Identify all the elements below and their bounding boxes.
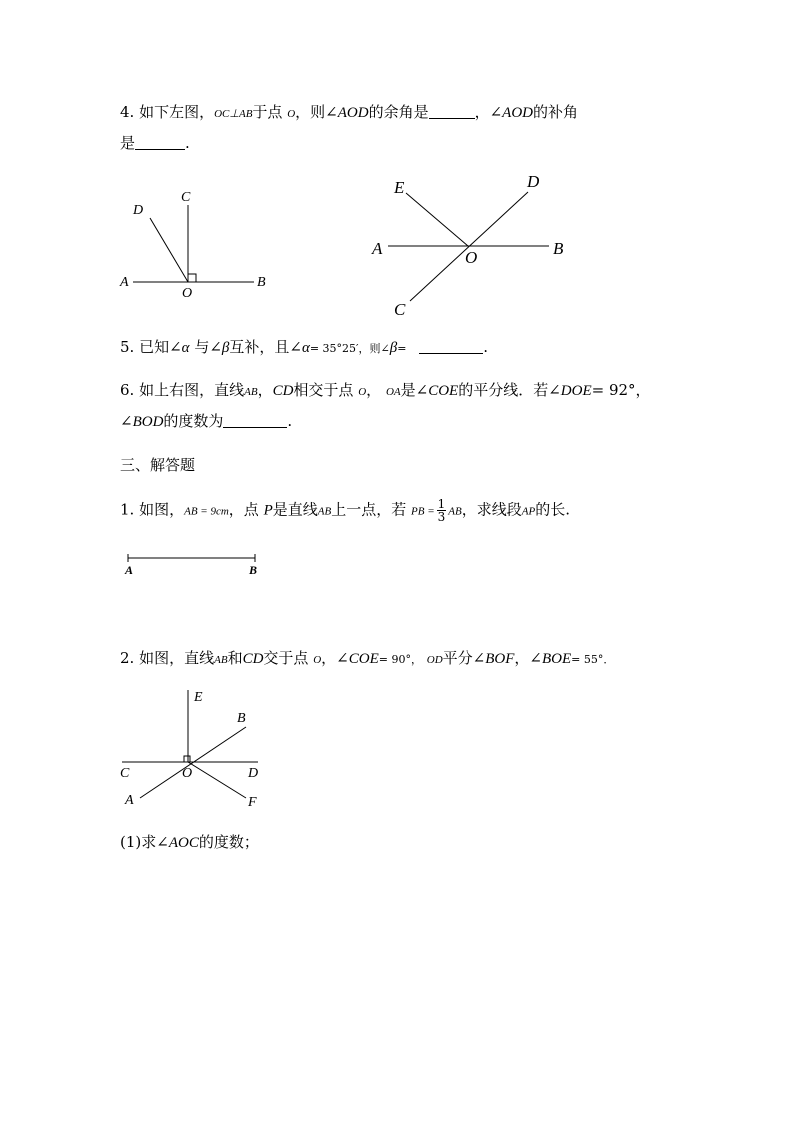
- fig1-label-a: A: [120, 275, 129, 290]
- q4-expr1: OC⊥AB: [214, 108, 253, 120]
- p2-text-f: 平分∠: [442, 649, 486, 667]
- p1-ab2: AB: [448, 505, 462, 518]
- q5-number: 5.: [120, 338, 135, 356]
- q5-alpha-2: α: [301, 340, 310, 356]
- fig1-ray-od: [150, 218, 188, 282]
- fig2-label-o: O: [465, 248, 478, 267]
- p1-ap: AP: [521, 505, 536, 518]
- q4-text-b: 于点: [252, 103, 283, 121]
- q4-text-a: 如下左图，: [139, 103, 215, 121]
- q6-text-f: = 92°，: [591, 381, 651, 399]
- fig3-label-a: A: [125, 563, 134, 577]
- p2-coe: COE: [348, 651, 379, 667]
- q4-aod-2: AOD: [502, 105, 533, 121]
- p2-text-c: 交于点: [263, 649, 309, 667]
- p2-boe: BOE: [541, 651, 572, 667]
- p2-bof: BOF: [485, 651, 515, 667]
- fig4-label-b: B: [237, 711, 246, 726]
- p1-frac-den: 3: [437, 510, 446, 524]
- p2-od: OD: [426, 654, 443, 666]
- q6-cd: CD: [272, 383, 294, 399]
- fig4-right-angle: [184, 756, 190, 762]
- q6-line1: [120, 380, 651, 402]
- fig2-label-e: E: [394, 178, 405, 197]
- q6-sep: ，: [257, 381, 273, 399]
- q5-line: 5. 已知∠α 与∠β互补，且∠α= 35°25′，则∠β= .: [120, 338, 489, 356]
- q4-text-e: ，∠: [474, 103, 503, 121]
- p1-p: P: [263, 502, 273, 519]
- q6-bod: BOD: [132, 414, 164, 430]
- p1-fraction: [437, 498, 447, 523]
- p1-line: [120, 498, 570, 523]
- figure-1-labels: [119, 190, 266, 301]
- p2-text-e: = 90°，: [378, 653, 422, 666]
- q6-number: 6.: [120, 381, 135, 399]
- q4-text-d: 的余角是: [368, 103, 429, 121]
- q6-doe: DOE: [560, 383, 592, 399]
- fig4-label-a: A: [125, 793, 134, 808]
- p1-text-e: ，求线段: [461, 500, 522, 519]
- p1-text-a: 如图，: [139, 500, 185, 519]
- q6-line2-b: 的度数为: [163, 412, 224, 430]
- fig4-label-o: O: [182, 766, 193, 781]
- figure-3: [128, 554, 255, 562]
- q6-text-d: 是∠: [400, 381, 429, 399]
- q6-oa: OA: [385, 386, 401, 398]
- figure-4-labels: [120, 690, 258, 810]
- q6-point-o: O: [358, 386, 367, 398]
- q5-text-a: 已知∠: [139, 338, 182, 356]
- figure-3-labels: [124, 563, 257, 577]
- fig2-label-d: D: [527, 172, 540, 191]
- p1-text-f: 的长.: [535, 500, 570, 519]
- q6-text-e: 的平分线．若∠: [458, 381, 561, 399]
- fig1-right-angle: [188, 274, 196, 282]
- q4-aod: AOD: [337, 105, 369, 121]
- q4-number: 4.: [120, 103, 135, 121]
- q6-coe: COE: [428, 383, 459, 399]
- p1-text-c: 是直线: [272, 500, 318, 519]
- q4-text-c: ，则∠: [295, 103, 338, 121]
- fig2-label-c: C: [394, 300, 406, 319]
- section-3-title: 三、解答题: [120, 456, 196, 474]
- fig1-label-d: D: [133, 203, 144, 218]
- figure-2: [388, 192, 549, 301]
- p1-text-b: ，点: [228, 500, 259, 519]
- q6-text-a: 如上右图，直线: [139, 381, 245, 399]
- p2-text-a: 如图，直线: [139, 649, 215, 667]
- p2-text-h: = 55°．: [571, 653, 615, 666]
- q5-text-b: 与∠: [194, 338, 222, 356]
- fig1-label-o: O: [182, 286, 193, 301]
- q4-text-f: 的补角: [533, 103, 579, 121]
- q4-point-o: O: [287, 108, 296, 120]
- p2-sub1-a: (1)求∠: [120, 833, 169, 851]
- q5-alpha: α: [181, 340, 190, 356]
- q5-text-e: =: [397, 342, 407, 355]
- fig2-ray-oe: [406, 193, 468, 246]
- p1-pb: PB =: [411, 505, 435, 518]
- q6-ab: AB: [244, 386, 258, 398]
- fig2-label-a: A: [372, 239, 383, 258]
- q5-beta-2: β: [389, 340, 398, 356]
- p2-sub1: [120, 832, 259, 853]
- q5-text-d: = 35°25′，则∠: [309, 342, 390, 355]
- q5-text-c: 互补，且∠: [229, 338, 302, 356]
- p2-cd: CD: [242, 651, 264, 667]
- q5-blank[interactable]: [419, 339, 483, 354]
- p1-expr1: AB = 9cm: [184, 505, 229, 518]
- q6-blank[interactable]: [223, 413, 287, 428]
- p2-line: [120, 648, 614, 670]
- q4-line2-text: 是: [120, 134, 136, 152]
- fig4-ray-of: [188, 762, 246, 798]
- q6-line2: ∠BOD的度数为 .: [120, 412, 293, 430]
- q4-line2: 是 .: [120, 134, 190, 152]
- figure-1: [133, 205, 254, 282]
- q6-line2-a: ∠: [120, 412, 133, 430]
- p2-text-d: ，∠: [321, 649, 349, 667]
- p1-ab: AB: [317, 505, 332, 518]
- p2-number: 2.: [120, 649, 135, 667]
- p2-point-o: O: [313, 654, 322, 666]
- figure-4: [122, 690, 258, 798]
- p2-text-g: ，∠: [514, 649, 542, 667]
- fig4-label-f: F: [248, 795, 257, 810]
- p2-aoc: AOC: [168, 835, 199, 851]
- fig4-label-c: C: [120, 766, 130, 781]
- q6-text-b: 相交于点: [293, 381, 354, 399]
- fig3-label-b: B: [249, 563, 258, 577]
- q5-beta: β: [221, 340, 230, 356]
- p2-text-b: 和: [227, 649, 243, 667]
- fig4-label-e: E: [194, 690, 203, 705]
- fig1-label-b: B: [257, 275, 266, 290]
- p1-number: 1.: [120, 500, 135, 519]
- q6-text-c: ，: [366, 381, 382, 399]
- fig2-label-b: B: [553, 239, 564, 258]
- fig1-label-c: C: [181, 190, 191, 205]
- p1-frac-num: 1: [437, 497, 446, 511]
- p1-text-d: 上一点，若: [331, 500, 407, 519]
- fig4-label-d: D: [248, 766, 259, 781]
- p2-ab: AB: [214, 654, 228, 666]
- p2-sub1-end: 的度数；: [198, 833, 259, 851]
